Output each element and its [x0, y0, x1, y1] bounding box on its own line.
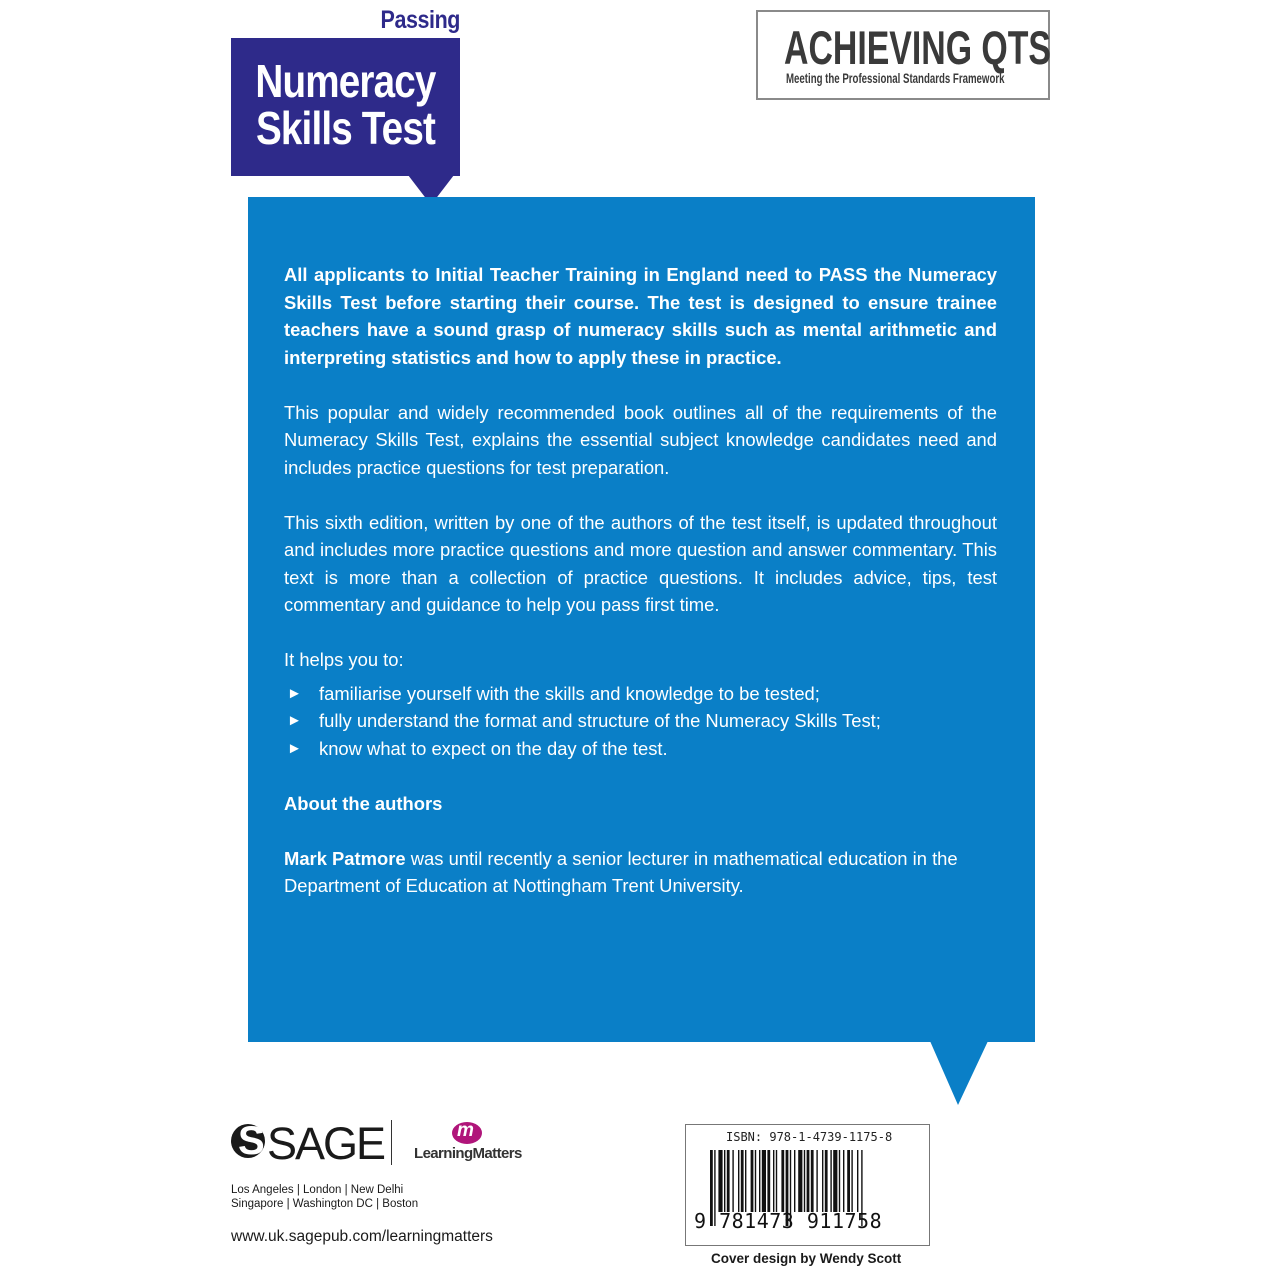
publisher-website: www.uk.sagepub.com/learningmatters — [231, 1228, 493, 1245]
sage-logo-initial: S — [238, 1119, 265, 1163]
learning-matters-mark — [452, 1122, 482, 1144]
about-authors-heading: About the authors — [284, 792, 443, 814]
barcode-bar — [759, 1150, 760, 1212]
barcode-bar — [857, 1150, 858, 1212]
barcode-bar — [738, 1150, 739, 1212]
barcode-bar — [816, 1150, 817, 1212]
blurb-paragraph-2: This popular and widely recommended book outlines all of the requirements of the Numeracy Skills Test, explains the essential subject knowledge candidates need and includes practice questions for test preparation. — [284, 401, 997, 478]
list-item — [284, 680, 997, 708]
title-line-1: Numeracy — [255, 55, 436, 107]
barcode-bar — [762, 1150, 766, 1212]
title-box — [231, 38, 460, 176]
barcode-bar — [773, 1150, 774, 1212]
list-item — [284, 735, 997, 763]
panel-speech-pointer — [930, 1041, 988, 1105]
barcode-bar — [776, 1150, 777, 1212]
barcode-bar — [830, 1150, 831, 1212]
cities-line-1: Los Angeles | London | New Delhi — [231, 1184, 404, 1196]
benefit-text: know what to expect on the day of the test. — [319, 737, 668, 759]
barcode-bar — [843, 1150, 844, 1212]
blurb-text — [284, 261, 997, 927]
series-subtitle: Meeting the Professional Standards Framework — [786, 70, 1005, 86]
barcode-box — [685, 1124, 930, 1246]
barcode-bar — [822, 1150, 823, 1212]
learning-matters-logo-text: LearningMatters — [414, 1145, 522, 1162]
author-name: Mark Patmore — [284, 847, 406, 869]
benefit-text: familiarise yourself with the skills and knowledge to be tested; — [319, 682, 820, 704]
barcode-bar — [732, 1150, 733, 1212]
barcode-bar — [798, 1150, 802, 1212]
barcode-bar — [718, 1150, 722, 1212]
benefit-text: fully understand the format and structure of the Numeracy Skills Test; — [319, 710, 881, 731]
barcode-bar — [741, 1150, 744, 1212]
author-bio-text: was until recently a senior lecturer in mathematical education in the Department of Education at Nottingham Trent University. — [284, 847, 958, 896]
title-line-2: Skills Test — [255, 102, 436, 154]
barcode-bar — [804, 1150, 805, 1212]
barcode-bar — [755, 1150, 756, 1212]
right-pointer-icon: ► — [287, 684, 302, 702]
blurb-paragraph-3: This sixth edition, written by one of the authors of the test itself, is updated throughout and includes more practice questions and more question and answer commentary. This text is more than a collection of practice questions. It includes advice, tips, test commentary and guidance to help you pass first time. — [284, 511, 997, 615]
barcode-bar — [745, 1150, 746, 1212]
helps-intro: It helps you to: — [284, 649, 404, 670]
sage-logo-mark — [231, 1119, 265, 1163]
series-title: ACHIEVING QTS — [784, 21, 1051, 74]
right-pointer-icon: ► — [287, 739, 302, 757]
author-bio — [284, 845, 997, 900]
list-item — [284, 707, 997, 735]
right-pointer-icon: ► — [287, 712, 302, 729]
barcode-bar — [781, 1150, 784, 1212]
logo-divider — [391, 1120, 392, 1165]
benefit-list — [284, 680, 997, 763]
barcode-bar — [839, 1150, 840, 1212]
barcode-digits: 9 781473 911758 — [694, 1209, 883, 1233]
sage-logo-text: SAGE — [267, 1118, 385, 1169]
barcode-bar — [825, 1150, 828, 1212]
barcode-bar — [794, 1150, 795, 1212]
barcode-bar — [833, 1150, 837, 1212]
publisher-cities — [231, 1183, 418, 1211]
barcode-bar — [767, 1150, 770, 1212]
blurb-paragraph-1: All applicants to Initial Teacher Training in England need to PASS the Numeracy Skills Test before starting their course. The test is designed to ensure trainee teachers have a sound grasp of numeracy skills such as mental arithmetic and interpreting statistics and how to apply these in practice. — [284, 264, 997, 368]
cities-line-2: Singapore | Washington DC | Boston — [231, 1198, 419, 1210]
barcode-bar — [751, 1150, 754, 1212]
sage-logo — [231, 1120, 391, 1168]
pretitle: Passing — [380, 6, 460, 34]
cover-design-credit: Cover design by Wendy Scott — [711, 1251, 902, 1266]
barcode-bar — [727, 1150, 730, 1212]
blurb-panel — [248, 197, 1035, 1042]
isbn-label: ISBN: 978-1-4739-1175-8 — [726, 1130, 893, 1144]
barcode-bar — [811, 1150, 814, 1212]
barcode-bar — [807, 1150, 810, 1212]
series-box — [756, 10, 1050, 100]
barcode-bar — [847, 1150, 850, 1212]
learning-matters-mark-letter: m — [457, 1120, 474, 1141]
barcode-bar — [851, 1150, 852, 1212]
barcode-bar — [724, 1150, 725, 1212]
